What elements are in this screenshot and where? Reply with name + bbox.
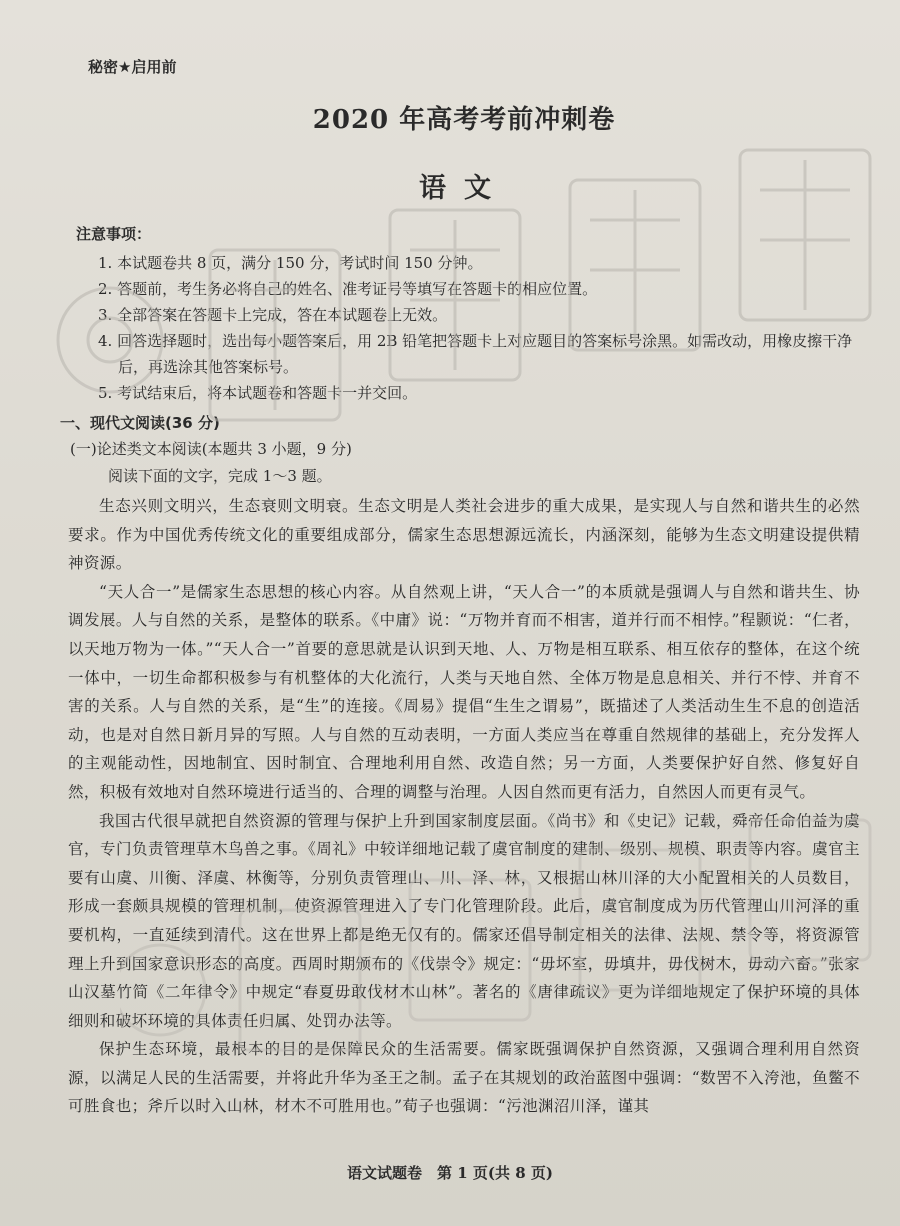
- notice-item: 5. 考试结束后，将本试题卷和答题卡一并交回。: [98, 384, 418, 402]
- notice-list: [68, 250, 860, 406]
- notice-heading: 注意事项：: [76, 225, 152, 243]
- notice-item: 1. 本试题卷共 8 页，满分 150 分，考试时间 150 分钟。: [98, 254, 483, 272]
- passage-paragraph: “天人合一”是儒家生态思想的核心内容。从自然观上讲，“天人合一”的本质就是强调人与自然和谐共生、协调发展。人与自然的关系，是整体的联系。《中庸》说：“万物并育而不相害，道并行而不相悖。”程颢说：“仁者，以天地万物为一体。”“天人合一”首要的意思就是认识到天地、人、万物是相互联系、相互依存的整体，在这个统一体中，一切生命都积极参与有机整体的大化流行，人类与天地自然、全体万物是息息相关、并行不悖、并育不害的关系。人与自然的关系，是“生”的连接。《周易》提倡“生生之谓易”，既描述了人类活动生生不息的创造活动，也是对自然日新月异的写照。人与自然的互动表明，一方面人类应当在尊重自然规律的基础上，充分发挥人的主观能动性，因地制宜、因时制宜、合理地利用自然、改造自然；另一方面，人类要保护好自然、修复好自然，积极有效地对自然环境进行适当的、合理的调整与治理。人因自然而更有活力，自然因人而更有灵气。: [68, 582, 860, 801]
- exam-title: 2020 年高考考前冲刺卷: [312, 105, 616, 135]
- reading-instruction: 阅读下面的文字，完成 1～3 题。: [108, 467, 332, 485]
- passage-paragraph: 生态兴则文明兴，生态衰则文明衰。生态文明是人类社会进步的重大成果，是实现人与自然和谐共生的必然要求。作为中国优秀传统文化的重要组成部分，儒家生态思想源远流长，内涵深刻，能够为生态文明建设提供精神资源。: [68, 497, 860, 573]
- subject-title: 语文: [419, 173, 509, 204]
- page-footer: 语文试题卷 第 1 页(共 8 页): [347, 1164, 553, 1182]
- secret-label: 秘密★启用前: [88, 58, 177, 76]
- notice-item: 4. 回答选择题时，选出每小题答案后，用 2B 铅笔把答题卡上对应题目的答案标号涂黑。如需改动，用橡皮擦干净后，再选涂其他答案标号。: [98, 332, 853, 376]
- notice-item: 2. 答题前，考生务必将自己的姓名、准考证号等填写在答题卡的相应位置。: [98, 280, 598, 298]
- passage-paragraph: 我国古代很早就把自然资源的管理与保护上升到国家制度层面。《尚书》和《史记》记载，舜帝任命伯益为虞官，专门负责管理草木鸟兽之事。《周礼》中较详细地记载了虞官制度的建制、级别、规模、职责等内容。虞官主要有山虞、川衡、泽虞、林衡等，分别负责管理山、川、泽、林，又根据山林川泽的大小配置相关的人员数目，形成一套颇具规模的管理机制，使资源管理进入了专门化管理阶段。此后，虞官制度成为历代管理山川河泽的重要机构，一直延续到清代。这在世界上都是绝无仅有的。儒家还倡导制定相关的法律、法规、禁令等，将资源管理上升到国家意识形态的高度。西周时期颁布的《伐崇令》规定：“毋坏室，毋填井，毋伐树木，毋动六畜。”张家山汉墓竹简《二年律令》中规定“春夏毋敢伐材木山林”。著名的《唐律疏议》更为详细地规定了保护环境的具体细则和破坏环境的具体责任归属、处罚办法等。: [68, 811, 860, 1030]
- section-heading: 一、现代文阅读(36 分): [60, 414, 220, 432]
- sub-section-heading: (一)论述类文本阅读(本题共 3 小题，9 分): [70, 440, 352, 458]
- notice-item: 3. 全部答案在答题卡上完成，答在本试题卷上无效。: [98, 306, 448, 324]
- passage-paragraph: 保护生态环境，最根本的目的是保障民众的生活需要。儒家既强调保护自然资源，又强调合理利用自然资源，以满足人民的生活需要，并将此升华为圣王之制。孟子在其规划的政治蓝图中强调：“数罟不入洿池，鱼鳖不可胜食也；斧斤以时入山林，材木不可胜用也。”荀子也强调：“污池渊沼川泽，谨其: [68, 1040, 860, 1116]
